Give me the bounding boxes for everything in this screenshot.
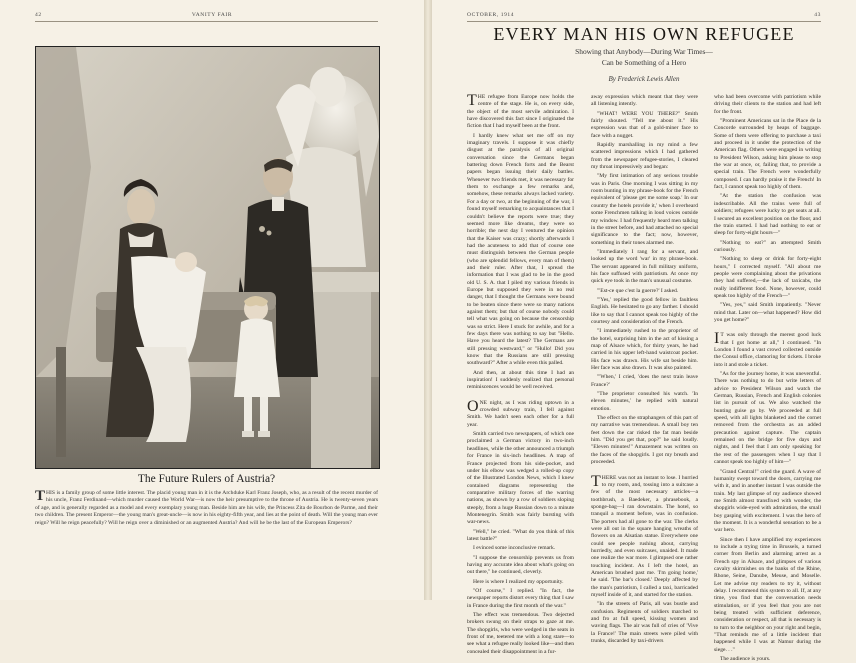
article-paragraph [714,469,821,535]
paragraph-text: "Nothing to eat?" an attempted Smith curiously. [714,239,821,253]
article-paragraph [467,431,574,526]
paragraph-text: The audience is yours. [720,656,771,663]
paragraph-text: HE refugee from Europe now holds the centre of the stage. He is, on every side, the object of the most servile admiration. I have discovered this fact since I originated the fiction that I had myself been at the front. [467,94,574,130]
paragraph-text: "Grand Central!" cried the guard. A wave of humanity swept toward the doors, carrying me with it, and in another instant I was outside the train. My last glimpse of my audience showed me Smith almost transfixed with wonder, the shopgirls wide-eyed with admiration, the small boy gasping with excitement. I was the hero of the moment. It is a wonderful sensation to be a war hero. [714,468,821,534]
article-paragraph [591,249,698,286]
article-paragraph [591,94,698,109]
paragraph-text: "As for the journey home, it was uneventful. There was nothing to do but write letters of advice to President Wilson and watch the German, Russian, French and English colonies list in pursuit of us. We also watched the bunting guise go by. We proceeded at full speed, with all lights blanketed and the cornet removed from the orchestra as an added precaution against capture. The captain remained on the bridge for five days and nights, and I feel that I am only speaking for the rest of the passengers when I say that I cannot speak too highly of him—" [714,371,821,466]
paragraph-text: "Nothing to sleep or drink for forty-eight hours," I corrected myself. "All about me people were complaining about the privations they had suffered,—the lack of taxicabs, the really indifferent food. None, however, could speak too highly of the French—" [714,256,821,299]
paragraph-text: who had been overcome with patriotism while driving their clients to the station and had left for the front. [714,94,821,115]
right-folio-number: 43 [814,12,821,18]
paragraph-text: "Yes, yes," said Smith impatiently. "Never mind that. Later on—what happened? How did you get home?" [714,302,821,323]
article-paragraph [467,370,574,392]
article-paragraph [591,142,698,171]
article-paragraph [467,579,574,586]
article-paragraph [714,302,821,324]
paragraph-text: "The proprietor consulted his watch. 'In eleven minutes,' he replied with natural emotion. [591,391,698,412]
article-paragraph [467,397,574,429]
article-paragraph [714,193,821,237]
paragraph-text: HERE was not an instant to lose. I hurried to my room, and, tossing into a suitcase a few of the most necessary articles—a toothbrush, a Baedeker, a phrasebook, a sponge-bag—I ran downstairs. The hotel, so tranquil a moment before, was in confusion. The porters had all gone to the war. The clerks were all out in the square hanging wreaths of flowers on an Alsatian statue. Everywhere one could see people rushing about, carrying hurriedly, and even suitcases, unaided. It made one realize the war more. I glimpsed one rather touching incident. As I left the hotel, an American brushed past me. 'I'm going home,' he said. 'The bar's closed.' Deeply affected by the man's patriotism, I called a taxi, barricaded myself inside of it, and started for the station. [591,474,698,598]
right-page [432,0,856,663]
article-paragraph [714,118,821,191]
article-paragraph [467,94,574,131]
paragraph-text: "Immediately I rang for a servant, and looked up the word 'war' in my phrase-book. The servant appeared in full military uniform, his face suffused with patriotism. At once my quick eye took in the man's unusual costume. [591,248,698,285]
article-paragraph [714,537,821,655]
article-paragraph [591,415,698,466]
paragraph-text: Smith carried two newspapers, of which one proclaimed a German victory in two-inch headlines, while the other announced a triumph for France in six-inch headlines. A map of France projected from his side-pocket, and under his elbow was wedged a rolled-up copy of the Illustrated London News, which I knew contained diagrams representing the comparative military forces of the warring nations, as shown by a row of soldiers sloping steeply, from a huge Russian down to a minute Montenegrin. Smith was fairly bursting with war-news. [467,431,574,526]
intro-paragraph: HIS is a family group of some little interest. The placid young man in it is the Archduke Karl Franz Joseph, who, as a result of the recent murder of his uncle, Franz Ferdinand—which murder caused the World War—is now the heir presumptive to the throne of Austria. He is twenty-seven years of age, and is generally regarded as a model and every exemplary young man. Beside him are his wife, the Princess Zita de Bourbon de Parme, and their two children. The present Emperor—the young man's great-uncle—is now in his eighty-fifth year, and lies at the point of death. Will the young man ever reign? Will he reign peacefully? Will he reign over a diminished or an augmented Austria? And will he be the last of the European Emperors? [35,490,378,526]
left-folio-number: 42 [35,12,42,18]
dropcap-letter: T [467,92,477,109]
article-paragraph [714,656,821,663]
article-paragraph [591,328,698,372]
dropcap-letter: T [591,472,601,490]
article-subtitle-line2: Can be Something of a Hero [601,58,687,67]
article-byline: By Frederick Lewis Allen [608,75,680,83]
paragraph-text: The effect on the straphangers of this part of my narrative was tremendous. A small boy ten feet down the car risked the fat man beside him. "Did you get that, pop?" he said loudly. "Eleven minutes!" Amazement was written on the faces of the shopgirls. I got my breath and proceeded. [591,415,698,466]
article-column-3 [714,94,821,663]
paragraph-text: "WHAT! WERE YOU THERE?" Smith fairly shouted. "Tell me about it." His expression was that of a gold-miner face to face with a nugget. [591,110,698,139]
article-paragraph [467,588,574,610]
article-paragraph [591,111,698,140]
article-paragraph [467,612,574,656]
paragraph-text: "My first intimation of any serious trouble was in Paris. One morning I was sitting in my room bunting in my phrase-book for the French equivalent of 'please get me some soap.' In our country the hotels provide it,' when I overheard some Frenchmen talking in loud voices outside my window. I had frequently heard men talking in the street before, and had attached no special significance to the fact; now, however, something in their tones alarmed me. [591,173,698,246]
article-paragraph [591,173,698,246]
article-paragraph [467,529,574,544]
paragraph-text: And then, at about this time I had an inspiration! I suddenly realized that personal reminiscences would be well received. [467,369,574,391]
article-paragraph [714,371,821,466]
paragraph-text: "'When,' I cried, 'does the next train leave France?' [591,374,698,388]
paragraph-text: NE night, as I was riding uptown in a crowded subway train, I fell against Smith. We hadn't seen each other for a full year. [467,399,574,428]
paragraph-text: I hardly knew what set me off on my imaginary travels. I suppose it was chiefly disgust at the paralysis of all original conversation since the Germans began battering down French forts and the Bearst papers began issuing their daily battles. Whenever two friends met, it was necessary for them to exchange a few remarks and, somehow, these remarks always lacked variety. For a day or two, at the beginning of the war, I found myself remarking to acquaintances that I couldn't believe the reports were true; they seemed more like dreams, they were so horrible; the next day I ventured the opinion that the Kaiser was crazy; shortly afterwards I had the acuteness to add that of course one must distinguish between the German people (who are splendid fellows, every man of them) and their ruler. After that, I spread the information that I was glad to be in the good old U. S. A. that I piled my various friends in Europe but supposed they were in no real danger, that I thought the Germans were bound to be beaten since there were so many nations against them; but that of course nobody could tell what was going on because the censorship was so strict. Here I stuck for awhile, and for a few days there was nothing to say but "Hello. Have you heard the latest? The Germans are still pressing westward," or "Hullo! Did you know that the Russians are still pressing southward?" After a while even this palled. [467,132,574,367]
article-column-1 [467,92,574,655]
paragraph-text: "In the streets of Paris, all was bustle and confusion. Regiments of soldiers marched to and fro at full speed, kissing women and waving flags. The air was full of cries of 'Vive la France!' The main streets were piled with trunks, discarded by taxi-drivers [591,601,698,645]
paragraph-text: Since then I have amplified my experiences to include a trying time in Brussels, a turned corner from Berlin and alarming arrest as a French spy in Alsace, and glimpses of various cavalry skirmishes on the banks of the Rhine, Rhone, Seine, Danube, Meuse, and Moselle. Let me advise my readers to try it, without delay. I recommend this system to all. If, at any time, you find that the conversation needs stimulation, or if you feel that you are not being treated with sufficient deference, consideration or respect, all that is necessary is to turn to the neighbor on your right and begin, "That reminds me of a little incident that happened while I was at Namur during the siege. . ." [714,536,821,653]
paragraph-text: away expression which meant that they were all listening intently. [591,94,698,108]
paragraph-text: "Well," he cried. "What do you think of this latest battle?" [467,528,574,542]
article-paragraph [467,133,574,368]
page-gutter [424,0,432,600]
article-paragraph [714,240,821,255]
article-paragraph [467,555,574,577]
dropcap-letter: O [467,397,479,415]
paragraph-text: I evinced some inconclusive remark. [473,545,556,552]
right-running-head: OCTOBER, 1914 [467,12,515,18]
article-paragraph [714,256,821,300]
article-title: EVERY MAN HIS OWN REFUGEE [493,24,795,44]
photo-intro-text [35,490,378,527]
article-paragraph [591,472,698,600]
article-column-2 [591,94,698,645]
paragraph-text: Here is where I realized my opportunity. [473,578,564,585]
article-subtitle-line1: Showing that Anybody—During War Times— [575,47,713,56]
intro-dropcap: T [35,488,46,504]
left-header-rule [35,21,378,22]
left-page [0,0,424,600]
family-portrait-photo [35,46,380,469]
dropcap-letter: I [714,330,720,348]
paragraph-text: "'Est-ce que c'est la guerre?' I asked. [597,287,679,294]
paragraph-text: Rapidly marshalling in my mind a few scattered impressions which I had gathered from the newspaper refugee-stories, I cleared my throat impressively and began: [591,142,698,171]
article-paragraph [591,601,698,645]
article-paragraph [591,391,698,413]
paragraph-text: T was only through the merest good luck that I got home at all," I continued. "In London I found a vast crowd collected outside the Consul office, clamoring for tickets. I broke into it and stole a ticket. [714,332,821,368]
article-paragraph [714,94,821,116]
paragraph-text: "At the station the confusion was indescribable. All the trains were full of soldiers; refugees were lucky to get seats at all. I secured an excellent position on the floor, and the train started. I had had nothing to eat or sleep for forty-eight hours—" [714,193,821,237]
photo-caption: The Future Rulers of Austria? [137,473,276,485]
article-paragraph [467,545,574,552]
paragraph-text: "'Yes,' replied the good fellow in faultless English. He hesitated to go any farther. I should like to say that I cannot speak too highly of the courtesy and consideration of the French. [591,296,698,325]
article-paragraph [714,332,821,369]
paragraph-text: The effect was tremendous. Two dejected brokers swung on their straps to gaze at me. The shopgirls, who were wedged in the seats in front of me, teetered me with a long stare—to see what a refugee really looked like—and then concealed their disappointment in a fur- [467,612,574,655]
article-paragraph [591,374,698,389]
article-paragraph [591,288,698,295]
paragraph-text: "Of course," I replied. "In fact, the newspaper reports distort every thing that I saw in France during the first month of the war." [467,588,574,609]
right-header-rule [467,21,821,22]
paragraph-text: "I immediately rushed to the proprietor of the hotel, surprising him in the act of kissing a map of Alsace which, for thirty years, he had carried in his upper left-hand waistcoat pocket. His face was drawn. His wife sat beside him. Her face was also drawn. It was also painted. [591,328,698,372]
article-paragraph [591,297,698,326]
paragraph-text: "I suppose the censorship prevents us from having any accurate idea about what's going on out there," he continued, cleverly. [467,554,574,576]
paragraph-text: "Prominent Americans sat in the Place de la Concorde surrounded by heaps of baggage. Some of them were offering to purchase a taxi and proceed in it under the protection of the American flag. Others were engaged in writing to President Wilson, asking him please to stop the war at once, or, failing that, to provide a special train. The French were wonderfully composed. I can hardly praise it the French! In fact, I cannot speak too highly of them. [714,118,821,191]
left-running-head: VANITY FAIR [191,12,233,18]
